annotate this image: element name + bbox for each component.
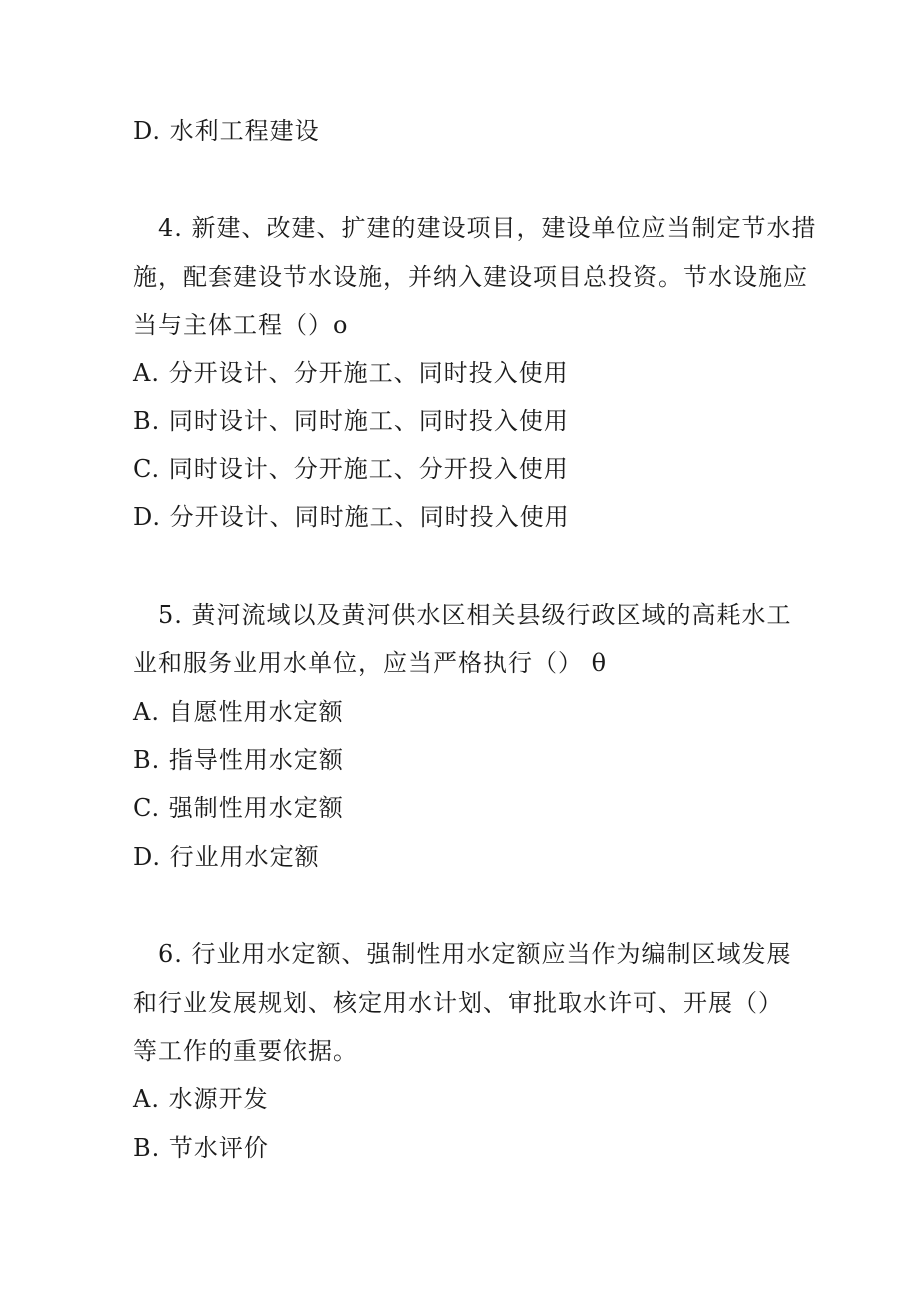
question-6-stem-line-1: 6. 行业用水定额、强制性用水定额应当作为编制区域发展 — [158, 940, 792, 968]
question-5-option-d: D. 行业用水定额 — [133, 843, 320, 871]
question-5-stem-line-1: 5. 黄河流域以及黄河供水区相关县级行政区域的高耗水工 — [158, 601, 792, 629]
question-6-stem-line-2: 和行业发展规划、核定用水计划、审批取水许可、开展（） — [133, 989, 783, 1017]
question-5-option-b: B. 指导性用水定额 — [133, 746, 344, 774]
question-5-option-a: A. 自愿性用水定额 — [133, 698, 344, 726]
question-4-stem-line-3: 当与主体工程（）o — [133, 311, 349, 339]
question-4-option-b: B. 同时设计、同时施工、同时投入使用 — [133, 407, 569, 435]
question-4-option-d: D. 分开设计、同时施工、同时投入使用 — [133, 503, 570, 531]
question-6-option-b: B. 节水评价 — [133, 1134, 269, 1162]
question-5-option-c: C. 强制性用水定额 — [133, 794, 344, 822]
question-4-option-c: C. 同时设计、分开施工、分开投入使用 — [133, 455, 569, 483]
question-4-stem-line-2: 施，配套建设节水设施，并纳入建设项目总投资。节水设施应 — [133, 263, 808, 291]
question-6-option-a: A. 水源开发 — [133, 1085, 269, 1113]
question-4-option-a: A. 分开设计、分开施工、同时投入使用 — [133, 359, 569, 387]
question-6-stem-line-3: 等工作的重要依据。 — [133, 1037, 358, 1065]
option-text: D. 水利工程建设 — [133, 117, 320, 145]
question-4-stem-line-1: 4. 新建、改建、扩建的建设项目，建设单位应当制定节水措 — [158, 214, 817, 242]
question-5-stem-line-2: 业和服务业用水单位，应当严格执行（） θ — [133, 649, 608, 677]
